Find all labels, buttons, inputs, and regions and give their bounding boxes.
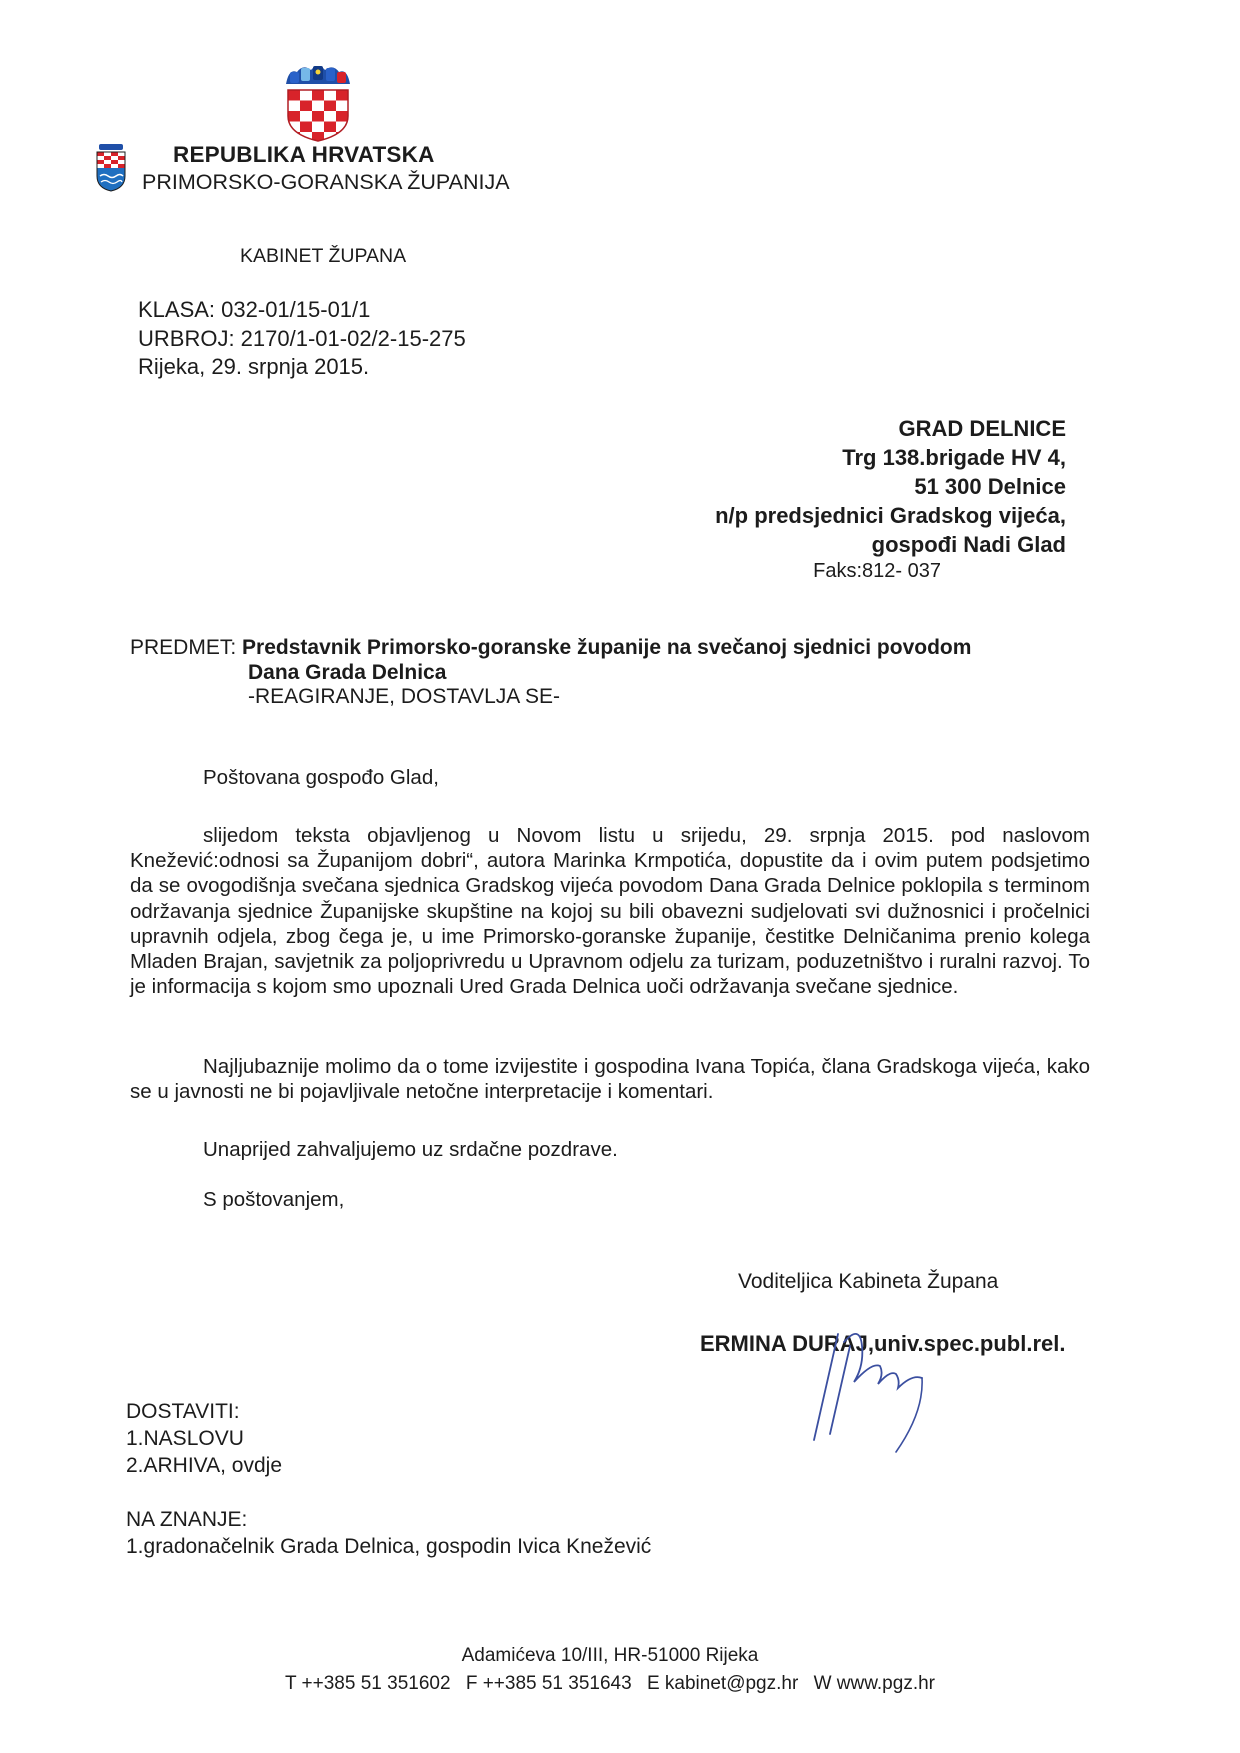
crown-shield-4 (326, 68, 335, 81)
checker-square (97, 160, 104, 164)
recipient-line: 51 300 Delnice (914, 474, 1066, 499)
checker-square (324, 90, 336, 101)
checker-square (118, 164, 125, 168)
checker-square (312, 111, 324, 122)
cc-item: 1.gradonačelnik Grada Delnica, gospodin Ivica Knežević (126, 1535, 652, 1558)
footer-email: E kabinet@pgz.hr (646, 1673, 799, 1694)
crown-star (316, 70, 321, 75)
checker-square (104, 164, 111, 168)
signature-stroke (814, 1334, 838, 1440)
checker-square (312, 122, 324, 133)
cc-label: NA ZNANJE: (126, 1508, 248, 1531)
county-emblem-crown (99, 144, 123, 150)
county-name: PRIMORSKO-GORANSKA ŽUPANIJA (142, 170, 510, 194)
croatia-coat-of-arms-icon (283, 62, 353, 142)
footer-phone: T ++385 51 351602 (285, 1673, 451, 1694)
footer-contact (0, 1673, 1220, 1695)
recipient-line: n/p predsjednici Gradskog vijeća, (715, 503, 1066, 528)
signatory-title: Voditeljica Kabineta Župana (738, 1270, 999, 1293)
department-name: KABINET ŽUPANA (240, 245, 407, 267)
crown (286, 66, 350, 84)
cc-block (126, 1506, 651, 1560)
handwritten-signature-icon (800, 1322, 950, 1462)
crown-shield-2 (301, 68, 310, 81)
salutation: Poštovana gospođo Glad, (203, 766, 439, 789)
checker-square (288, 90, 300, 101)
country-name: REPUBLIKA HRVATSKA (173, 142, 435, 167)
checker-square (111, 160, 118, 164)
checker-square (104, 160, 111, 164)
recipient-line: GRAD DELNICE (898, 416, 1066, 441)
checker-square (324, 111, 336, 122)
checker-square (300, 90, 312, 101)
checker-square (104, 156, 111, 160)
distribution-label: DOSTAVITI: (126, 1400, 240, 1423)
checker-square (300, 101, 312, 112)
klasa-line: KLASA: 032-01/15-01/1 (138, 297, 371, 322)
recipient-fax: Faks:812- 037 (813, 560, 941, 582)
footer-web: W www.pgz.hr (813, 1673, 935, 1694)
signature-stroke (896, 1378, 922, 1452)
checker-square (324, 122, 336, 133)
distribution-block (126, 1398, 282, 1479)
checker-square (288, 111, 300, 122)
checker-square (111, 164, 118, 168)
checker-square (97, 152, 104, 156)
signature-stroke (844, 1334, 922, 1388)
subject-label: PREDMET: (130, 636, 237, 659)
reference-block (138, 296, 466, 382)
distribution-item: 1.NASLOVU (126, 1427, 244, 1450)
crown-shield-5 (337, 72, 346, 83)
checker-square (336, 101, 348, 112)
checker-square (111, 156, 118, 160)
checker-square (118, 156, 125, 160)
checkerboard-shield (288, 90, 348, 142)
body-paragraph: Najljubaznije molimo da o tome izvijestite i gospodina Ivana Topića, člana Gradskoga vijeća, kako se u javnosti ne bi pojavljivale netočne interpretacije i komentari. (130, 1055, 1090, 1104)
checker-square (300, 111, 312, 122)
county-emblem-sea (97, 168, 125, 191)
checker-square (97, 164, 104, 168)
recipient-line: Trg 138.brigade HV 4, (842, 445, 1066, 470)
checker-square (300, 122, 312, 133)
recipient-block (715, 414, 1066, 583)
recipient-line: gospođi Nadi Glad (871, 532, 1066, 557)
checker-square (336, 111, 348, 122)
checker-square (288, 101, 300, 112)
date-line: Rijeka, 29. srpnja 2015. (138, 354, 370, 379)
checker-square (111, 152, 118, 156)
checker-square (324, 101, 336, 112)
checker-square (104, 152, 111, 156)
body-paragraph: slijedom teksta objavljenog u Novom listu u srijedu, 29. srpnja 2015. pod naslovom Knežević:odnosi sa Županijom dobri“, autora Marinka Krmpotića, dopustite da i ovim putem podsjetimo da se ovogodišnja svečana sjednica Gradskog vijeća povodom Dana Grada Delnice poklopila s terminom održavanja sjednice Županijske skupštine na kojoj su bili obavezni sudjelovati svi dužnosnici i pročelnici upravnih odjela, zbog čega je, u ime Primorsko-goranske županije, čestitke Delničanima prenio kolega Mladen Brajan, savjetnik za poljoprivredu u Upravnom odjelu za turizam, poduzetništvo i ruralni razvoj. To je informacija s kojom smo upoznali Ured Grada Delnica uoči održavanja svečane sjednice. (130, 824, 1090, 999)
footer-fax: F ++385 51 351643 (465, 1673, 632, 1694)
checker-square (118, 160, 125, 164)
county-emblem-checker (97, 152, 125, 168)
subject-block (130, 636, 1090, 710)
checker-square (312, 101, 324, 112)
subject-line-2: Dana Grada Delnica (248, 660, 447, 684)
signatory-name: ERMINA DURAJ,univ.spec.publ.rel. (700, 1331, 1066, 1356)
crown-shield-1 (290, 72, 299, 83)
checker-square (97, 156, 104, 160)
distribution-item: 2.ARHIVA, ovdje (126, 1454, 283, 1477)
urbroj-line: URBROJ: 2170/1-01-02/2-15-275 (138, 325, 466, 351)
footer-address: Adamićeva 10/III, HR-51000 Rijeka (461, 1645, 759, 1666)
closing-line: Unaprijed zahvaljujemo uz srdačne pozdrave. (203, 1138, 618, 1161)
checker-square (336, 90, 348, 101)
checker-square (312, 90, 324, 101)
subject-action: -REAGIRANJE, DOSTAVLJA SE- (248, 685, 560, 708)
subject-line-1: Predstavnik Primorsko-goranske županije na svečanoj sjednici povodom (242, 636, 972, 659)
regards-line: S poštovanjem, (203, 1188, 345, 1211)
checker-square (118, 152, 125, 156)
county-emblem-icon (93, 142, 129, 192)
